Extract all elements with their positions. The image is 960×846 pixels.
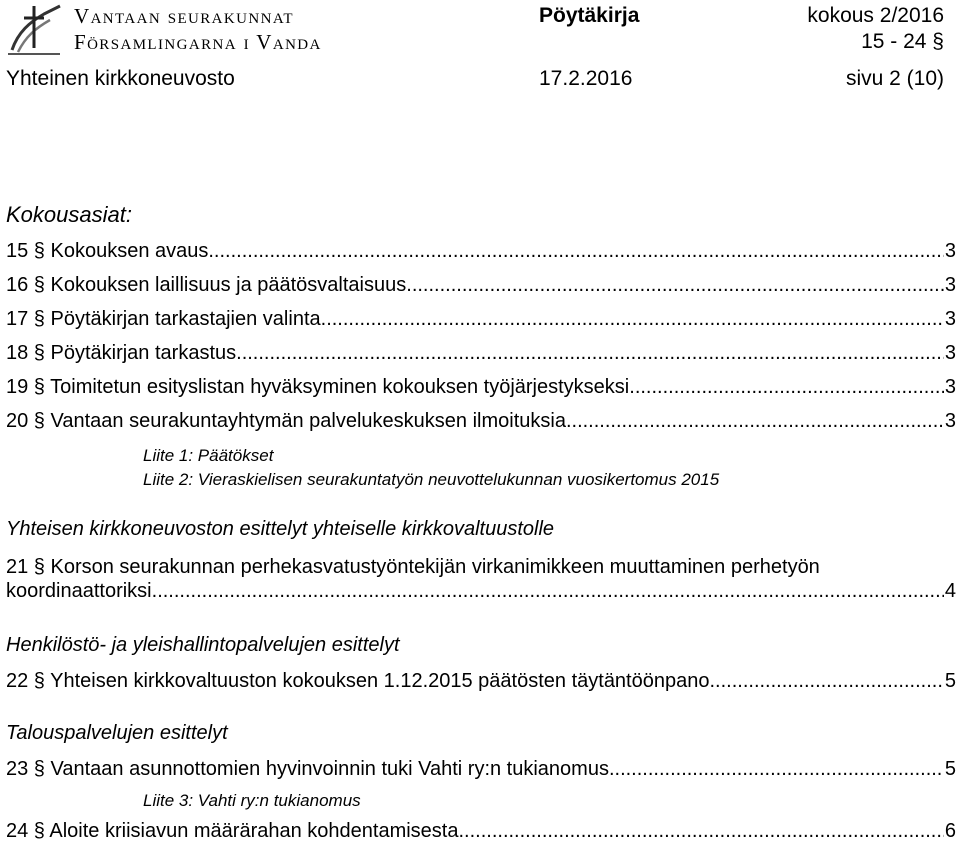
dot-leader bbox=[464, 820, 944, 843]
toc-entry[interactable] bbox=[6, 308, 956, 331]
toc-entry[interactable] bbox=[6, 820, 956, 843]
page-number: sivu 2 (10) bbox=[845, 67, 944, 90]
church-logo bbox=[4, 2, 64, 56]
governing-body-name: Yhteinen kirkkoneuvosto bbox=[6, 67, 235, 90]
toc-entry-title: 19 § Toimitetun esityslistan hyväksyminen kokouksen työjärjestykseksi. bbox=[6, 376, 635, 398]
toc-entry[interactable] bbox=[6, 342, 956, 365]
toc-entry[interactable] bbox=[6, 274, 956, 297]
toc-entry-title-line2: koordinaattoriksi. bbox=[6, 580, 158, 602]
toc-entry-page: 5 bbox=[944, 758, 956, 780]
section-heading: Henkilöstö- ja yleishallintopalvelujen esittelyt bbox=[6, 634, 400, 656]
attachment-link[interactable]: Liite 1: Päätökset bbox=[143, 446, 274, 465]
toc-entry[interactable] bbox=[6, 376, 956, 399]
toc-entry[interactable] bbox=[6, 240, 956, 263]
attachment-link[interactable]: Liite 2: Vieraskielisen seurakuntatyön neuvottelukunnan vuosikertomus 2015 bbox=[143, 470, 720, 489]
meeting-date: 17.2.2016 bbox=[539, 67, 633, 90]
dot-leader bbox=[214, 240, 944, 263]
toc-entry[interactable] bbox=[6, 758, 956, 781]
toc-entry-page: 3 bbox=[944, 240, 956, 262]
toc-entry-page: 6 bbox=[944, 820, 956, 842]
dot-leader bbox=[412, 274, 944, 297]
toc-entry-title: 24 § Aloite kriisiavun määrärahan kohdentamisesta. bbox=[6, 820, 465, 842]
section-heading: Yhteisen kirkkoneuvoston esittelyt yhteiselle kirkkovaltuustolle bbox=[6, 518, 555, 540]
toc-entry-title: 23 § Vantaan asunnottomien hyvinvoinnin tuki Vahti ry:n tukianomus. bbox=[6, 758, 615, 780]
dot-leader bbox=[157, 580, 944, 603]
toc-entry-title: 15 § Kokouksen avaus. bbox=[6, 240, 214, 262]
dot-leader bbox=[326, 308, 944, 331]
toc-entry-page: 3 bbox=[944, 410, 956, 432]
toc-entry[interactable] bbox=[6, 410, 956, 433]
toc-entry-page: 4 bbox=[944, 580, 956, 602]
dot-leader bbox=[715, 670, 944, 693]
document-type: Pöytäkirja bbox=[539, 4, 640, 27]
organization-name-swedish: Församlingarna i Vanda bbox=[74, 30, 322, 54]
toc-entry-title: 16 § Kokouksen laillisuus ja päätösvaltaisuus. bbox=[6, 274, 412, 296]
dot-leader bbox=[615, 758, 944, 781]
toc-entry-title: 20 § Vantaan seurakuntayhtymän palvelukeskuksen ilmoituksia. bbox=[6, 410, 572, 432]
attachment-link[interactable]: Liite 3: Vahti ry:n tukianomus bbox=[143, 791, 361, 810]
toc-entry-page: 3 bbox=[944, 274, 956, 296]
meeting-section-range: 15 ‑ 24 § bbox=[861, 30, 944, 53]
toc-entry-title-line1[interactable]: 21 § Korson seurakunnan perhekasvatustyöntekijän virkanimikkeen muuttaminen perhetyön bbox=[6, 556, 820, 578]
toc-entry-page: 3 bbox=[944, 376, 956, 398]
dot-leader bbox=[635, 376, 944, 399]
toc-entry-title: 18 § Pöytäkirjan tarkastus. bbox=[6, 342, 242, 364]
toc-entry[interactable] bbox=[6, 580, 956, 603]
toc-entry-title: 22 § Yhteisen kirkkovaltuuston kokouksen 1.12.2015 päätösten täytäntöönpano. bbox=[6, 670, 716, 692]
toc-entry[interactable] bbox=[6, 670, 956, 693]
toc-entry-page: 3 bbox=[944, 308, 956, 330]
toc-entry-title: 17 § Pöytäkirjan tarkastajien valinta. bbox=[6, 308, 327, 330]
meeting-number: kokous 2/2016 bbox=[807, 4, 944, 27]
dot-leader bbox=[242, 342, 944, 365]
organization-name: Vantaan seurakunnat bbox=[74, 4, 294, 28]
section-heading: Kokousasiat: bbox=[6, 202, 132, 227]
toc-entry-page: 3 bbox=[944, 342, 956, 364]
toc-entry-page: 5 bbox=[944, 670, 956, 692]
section-heading: Talouspalvelujen esittelyt bbox=[6, 722, 228, 744]
dot-leader bbox=[572, 410, 944, 433]
